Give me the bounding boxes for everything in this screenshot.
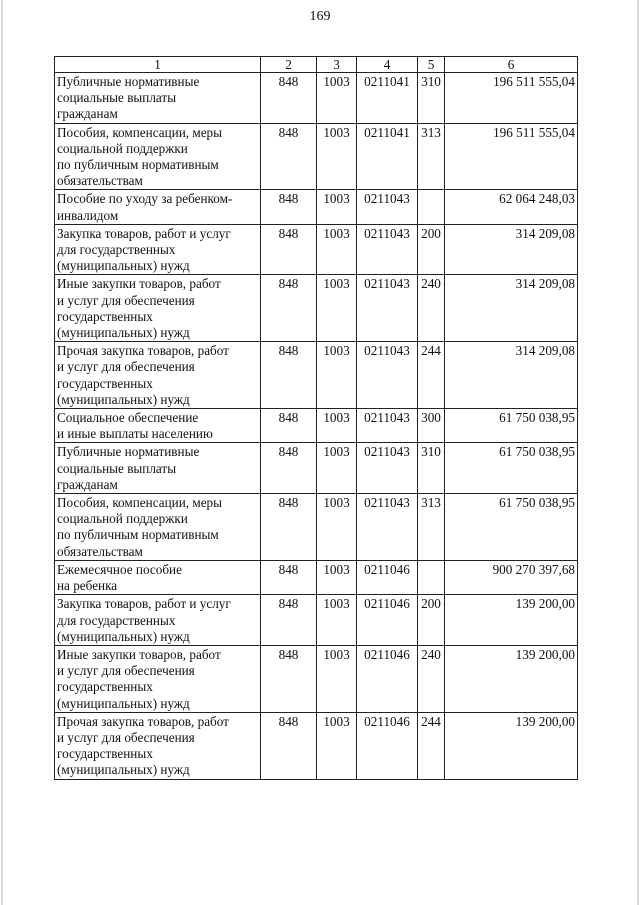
cell-name-line: Закупка товаров, работ и услуг (57, 596, 231, 612)
cell-name-line: (муниципальных) нужд (57, 628, 190, 644)
cell-name-line: на ребенка (57, 578, 118, 594)
cell-amount: 196 511 555,04 (445, 123, 578, 190)
cell-name-line: Закупка товаров, работ и услуг (57, 225, 231, 241)
cell-name-line: и услуг для обеспечения (57, 663, 195, 679)
table-row (55, 275, 578, 342)
cell-grbs: 848 (261, 712, 317, 779)
cell-name (55, 560, 261, 594)
table-row (55, 595, 578, 646)
table-row (55, 494, 578, 561)
cell-grbs: 848 (261, 595, 317, 646)
cell-name (55, 275, 261, 342)
cell-name-line: по публичным нормативным (57, 527, 219, 543)
cell-name-line: государственных (57, 375, 153, 391)
column-header-1: 1 (55, 57, 261, 73)
table-row (55, 342, 578, 409)
cell-name (55, 443, 261, 494)
column-header-6: 6 (445, 57, 578, 73)
cell-amount: 139 200,00 (445, 595, 578, 646)
cell-target-article: 0211043 (357, 494, 418, 561)
cell-name-line: Иные закупки товаров, работ (57, 646, 221, 662)
cell-name-line: государственных (57, 679, 153, 695)
cell-amount: 139 200,00 (445, 712, 578, 779)
cell-expense-type: 313 (418, 123, 445, 190)
cell-name-line: гражданам (57, 476, 118, 492)
cell-name-line: обязательствам (57, 543, 143, 559)
cell-name (55, 224, 261, 275)
cell-expense-type: 244 (418, 712, 445, 779)
cell-name-line: для государственных (57, 612, 176, 628)
cell-name-line: социальные выплаты (57, 90, 177, 106)
table-body (55, 73, 578, 780)
cell-target-article: 0211043 (357, 342, 418, 409)
cell-grbs: 848 (261, 190, 317, 224)
cell-name-line: и иные выплаты населению (57, 426, 213, 442)
cell-name-line: (муниципальных) нужд (57, 695, 190, 711)
cell-expense-type: 200 (418, 595, 445, 646)
table-row (55, 73, 578, 124)
cell-section: 1003 (317, 645, 357, 712)
cell-name-line: инвалидом (57, 207, 119, 223)
cell-expense-type: 300 (418, 409, 445, 443)
cell-name-line: и услуг для обеспечения (57, 292, 195, 308)
cell-name (55, 190, 261, 224)
cell-name-line: (муниципальных) нужд (57, 391, 190, 407)
cell-amount: 139 200,00 (445, 645, 578, 712)
column-header-4: 4 (357, 57, 418, 73)
cell-grbs: 848 (261, 409, 317, 443)
cell-amount: 61 750 038,95 (445, 494, 578, 561)
cell-target-article: 0211043 (357, 224, 418, 275)
cell-expense-type: 310 (418, 73, 445, 124)
cell-name-line: Прочая закупка товаров, работ (57, 343, 229, 359)
cell-name-line: гражданам (57, 106, 118, 122)
cell-name-line: и услуг для обеспечения (57, 359, 195, 375)
column-header-2: 2 (261, 57, 317, 73)
table-row (55, 645, 578, 712)
scan-edge-left (1, 0, 3, 905)
cell-target-article: 0211046 (357, 560, 418, 594)
cell-section: 1003 (317, 73, 357, 124)
cell-grbs: 848 (261, 275, 317, 342)
cell-name-line: Социальное обеспечение (57, 410, 199, 426)
cell-amount: 314 209,08 (445, 224, 578, 275)
table-header-row (55, 57, 578, 73)
cell-target-article: 0211041 (357, 73, 418, 124)
cell-name (55, 494, 261, 561)
cell-name-line: Публичные нормативные (57, 444, 200, 460)
cell-name-line: Иные закупки товаров, работ (57, 276, 221, 292)
table-row (55, 224, 578, 275)
cell-name-line: для государственных (57, 242, 176, 258)
cell-amount: 900 270 397,68 (445, 560, 578, 594)
cell-name-line: (муниципальных) нужд (57, 325, 190, 341)
cell-section: 1003 (317, 712, 357, 779)
cell-section: 1003 (317, 123, 357, 190)
cell-name (55, 342, 261, 409)
cell-name (55, 73, 261, 124)
cell-expense-type: 240 (418, 275, 445, 342)
cell-target-article: 0211043 (357, 443, 418, 494)
cell-expense-type: 200 (418, 224, 445, 275)
cell-name (55, 595, 261, 646)
cell-name-line: государственных (57, 308, 153, 324)
cell-section: 1003 (317, 560, 357, 594)
cell-section: 1003 (317, 595, 357, 646)
cell-section: 1003 (317, 443, 357, 494)
cell-name-line: государственных (57, 746, 153, 762)
cell-expense-type: 244 (418, 342, 445, 409)
cell-grbs: 848 (261, 494, 317, 561)
cell-name (55, 409, 261, 443)
cell-name (55, 645, 261, 712)
cell-target-article: 0211043 (357, 275, 418, 342)
cell-expense-type (418, 560, 445, 594)
cell-name-line: Ежемесячное пособие (57, 561, 182, 577)
cell-grbs: 848 (261, 645, 317, 712)
cell-amount: 314 209,08 (445, 342, 578, 409)
table-row (55, 409, 578, 443)
cell-grbs: 848 (261, 123, 317, 190)
cell-section: 1003 (317, 275, 357, 342)
cell-name-line: Пособия, компенсации, меры (57, 124, 222, 140)
cell-section: 1003 (317, 224, 357, 275)
cell-target-article: 0211041 (357, 123, 418, 190)
cell-name-line: Прочая закупка товаров, работ (57, 713, 229, 729)
cell-grbs: 848 (261, 342, 317, 409)
cell-name-line: Пособие по уходу за ребенком- (57, 191, 233, 207)
cell-grbs: 848 (261, 560, 317, 594)
table-row (55, 190, 578, 224)
cell-target-article: 0211043 (357, 409, 418, 443)
cell-grbs: 848 (261, 224, 317, 275)
table-row (55, 712, 578, 779)
table-row (55, 443, 578, 494)
cell-name-line: (муниципальных) нужд (57, 762, 190, 778)
cell-target-article: 0211046 (357, 645, 418, 712)
cell-name-line: Публичные нормативные (57, 74, 200, 89)
table-row (55, 123, 578, 190)
page-number: 169 (309, 9, 331, 24)
cell-expense-type: 310 (418, 443, 445, 494)
cell-name-line: Пособия, компенсации, меры (57, 495, 222, 511)
cell-name-line: социальные выплаты (57, 460, 177, 476)
cell-expense-type: 313 (418, 494, 445, 561)
cell-amount: 61 750 038,95 (445, 409, 578, 443)
cell-target-article: 0211046 (357, 712, 418, 779)
cell-name-line: социальной поддержки (57, 511, 188, 527)
cell-section: 1003 (317, 342, 357, 409)
column-header-3: 3 (317, 57, 357, 73)
cell-name (55, 712, 261, 779)
cell-name-line: социальной поддержки (57, 140, 188, 156)
cell-name-line: (муниципальных) нужд (57, 258, 190, 274)
column-header-5: 5 (418, 57, 445, 73)
cell-expense-type (418, 190, 445, 224)
scan-edge-right (637, 0, 639, 905)
cell-expense-type: 240 (418, 645, 445, 712)
cell-name (55, 123, 261, 190)
cell-section: 1003 (317, 494, 357, 561)
cell-name-line: по публичным нормативным (57, 157, 219, 173)
cell-target-article: 0211046 (357, 595, 418, 646)
cell-amount: 61 750 038,95 (445, 443, 578, 494)
cell-amount: 196 511 555,04 (445, 73, 578, 124)
cell-target-article: 0211043 (357, 190, 418, 224)
cell-name-line: обязательствам (57, 173, 143, 189)
cell-section: 1003 (317, 409, 357, 443)
budget-table (54, 56, 578, 780)
cell-name-line: и услуг для обеспечения (57, 729, 195, 745)
cell-amount: 62 064 248,03 (445, 190, 578, 224)
cell-grbs: 848 (261, 73, 317, 124)
table-row (55, 560, 578, 594)
cell-grbs: 848 (261, 443, 317, 494)
cell-section: 1003 (317, 190, 357, 224)
cell-amount: 314 209,08 (445, 275, 578, 342)
